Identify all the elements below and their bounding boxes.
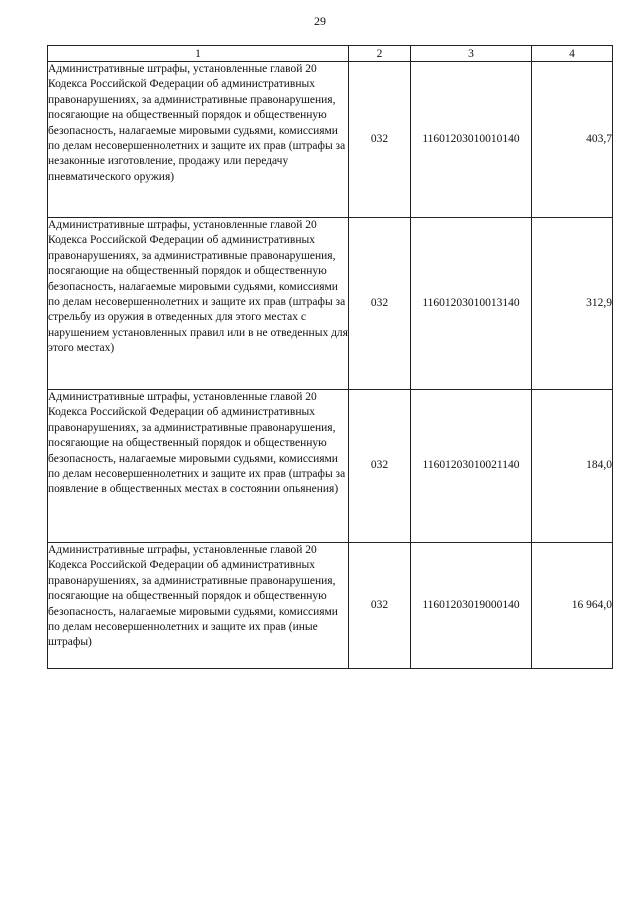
revenue-table (47, 45, 613, 669)
row-kbk-code: 11601203010010140 (411, 62, 532, 218)
row-description: Административные штрафы, установленные главой 20 Кодекса Российской Федерации об административных правонарушениях, за административные правонарушения, посягающие на общественный порядок и общественную безопасность, налагаемые мировыми судьями, комиссиями по делам несовершеннолетних и защите их прав (штрафы за появление в общественных местах в состоянии опьянения) (48, 390, 349, 543)
row-kbk-code: 11601203010021140 (411, 390, 532, 543)
row-kbk-code: 11601203010013140 (411, 218, 532, 390)
table-row (48, 543, 613, 669)
row-amount: 312,9 (532, 218, 613, 390)
table-header-row (48, 46, 613, 62)
row-admin-code: 032 (349, 218, 411, 390)
row-admin-code: 032 (349, 390, 411, 543)
column-header-3: 3 (411, 46, 532, 62)
column-header-2: 2 (349, 46, 411, 62)
row-description: Административные штрафы, установленные главой 20 Кодекса Российской Федерации об административных правонарушениях, за административные правонарушения, посягающие на общественный порядок и общественную безопасность, налагаемые мировыми судьями, комиссиями по делам несовершеннолетних и защите их прав (иные штрафы) (48, 543, 349, 669)
table-row (48, 390, 613, 543)
page-number: 29 (314, 14, 326, 28)
row-amount: 403,7 (532, 62, 613, 218)
table-row (48, 218, 613, 390)
column-header-1: 1 (48, 46, 349, 62)
row-kbk-code: 11601203019000140 (411, 543, 532, 669)
row-admin-code: 032 (349, 543, 411, 669)
row-description: Административные штрафы, установленные главой 20 Кодекса Российской Федерации об административных правонарушениях, за административные правонарушения, посягающие на общественный порядок и общественную безопасность, налагаемые мировыми судьями, комиссиями по делам несовершеннолетних и защите их прав (штрафы за незаконные изготовление, продажу или передачу пневматического оружия) (48, 62, 349, 218)
row-admin-code: 032 (349, 62, 411, 218)
column-header-4: 4 (532, 46, 613, 62)
table-row (48, 62, 613, 218)
row-amount: 184,0 (532, 390, 613, 543)
row-amount: 16 964,0 (532, 543, 613, 669)
row-description: Административные штрафы, установленные главой 20 Кодекса Российской Федерации об административных правонарушениях, за административные правонарушения, посягающие на общественный порядок и общественную безопасность, налагаемые мировыми судьями, комиссиями по делам несовершеннолетних и защите их прав (штрафы за стрельбу из оружия в отведенных для этого местах с нарушением установленных правил или в не отведенных для этого местах) (48, 218, 349, 390)
